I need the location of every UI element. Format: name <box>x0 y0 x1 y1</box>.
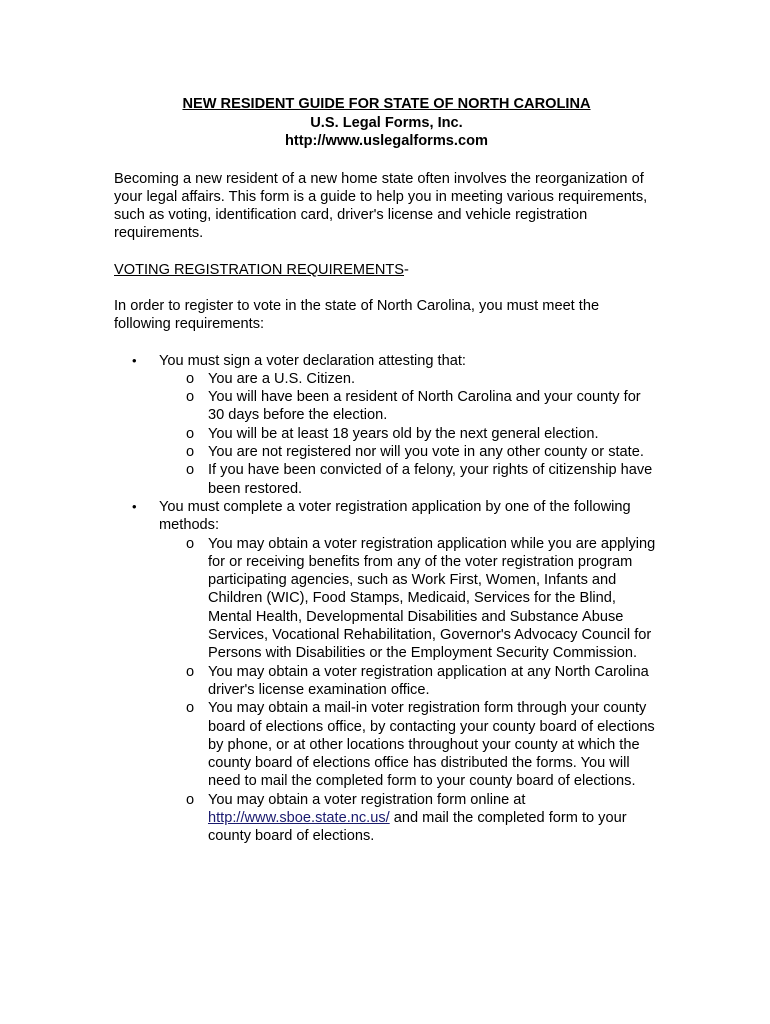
sub-list-item: o You may obtain a voter registration application at any North Carolina driver's license examination office. <box>186 663 649 698</box>
list-item-text: You must complete a voter registration application by one of the following methods: <box>159 498 631 534</box>
sub-list-item: o You may obtain a voter registration application while you are applying for or receiving benefits from any of the voter registration program participating agencies, such as Work First, Women, Infants and Children (WIC), Food Stamps, Medicaid, Services for the Blind, Mental Health, Developmental Disabilities and Substance Abuse Services, Vocational Rehabilitation, Governor's Advocacy Council for Persons with Disabilities or the Employment Security Commission. <box>186 535 656 662</box>
sub-list <box>159 370 659 498</box>
sub-bullet-icon: o <box>186 535 195 552</box>
section-heading-suffix: - <box>404 261 409 278</box>
bullet-icon: • <box>132 352 137 368</box>
company-name: U.S. Legal Forms, Inc. <box>310 114 463 131</box>
sub-list-item: o You are a U.S. Citizen. <box>186 370 356 387</box>
section-lead: In order to register to vote in the state of North Carolina, you must meet the following requirements: <box>114 297 600 333</box>
bullet-icon: • <box>132 498 137 514</box>
sub-bullet-icon: o <box>186 663 195 680</box>
requirements-list <box>114 352 659 846</box>
sboe-link[interactable]: http://www.sboe.state.nc.us/ <box>208 810 390 826</box>
list-item <box>114 352 659 498</box>
sub-bullet-icon: o <box>186 462 195 479</box>
sub-bullet-icon: o <box>186 425 195 442</box>
intro-paragraph: Becoming a new resident of a new home state often involves the reorganization of your legal affairs. This form is a guide to help you in meeting various requirements, such as voting, identification card, driver's license and vehicle registration requirements. <box>114 170 648 242</box>
sub-list <box>159 535 659 846</box>
sub-list-item: o You may obtain a voter registration form online at http://www.sboe.state.nc.us/ and mail the completed form to your county board of elections. <box>186 791 627 845</box>
sub-bullet-icon: o <box>186 700 195 717</box>
sub-bullet-icon: o <box>186 444 195 461</box>
document-header <box>114 95 659 151</box>
list-item <box>114 498 659 846</box>
sub-list-item: o You will be at least 18 years old by the next general election. <box>186 425 599 442</box>
sub-bullet-icon: o <box>186 389 195 406</box>
sub-list-item: o You will have been a resident of North Carolina and your county for 30 days before the election. <box>186 389 641 424</box>
sub-list-item: o You may obtain a mail-in voter registration form through your county board of elections office, by contacting your county board of elections by phone, or at other locations throughout your county at which the county board of elections office has distributed the forms. You will need to mail the completed form to your county board of elections. <box>186 700 655 790</box>
company-url: http://www.uslegalforms.com <box>285 133 488 149</box>
document-page <box>114 95 659 846</box>
sub-bullet-icon: o <box>186 370 195 387</box>
sub-bullet-icon: o <box>186 791 195 808</box>
list-item-text: You must sign a voter declaration attesting that: <box>159 352 466 369</box>
sub-list-item: o If you have been convicted of a felony, your rights of citizenship have been restored. <box>186 462 653 497</box>
section-heading <box>114 261 659 279</box>
section-heading-text: VOTING REGISTRATION REQUIREMENTS <box>114 261 405 278</box>
sub-list-item: o You are not registered nor will you vote in any other county or state. <box>186 444 644 461</box>
document-title: NEW RESIDENT GUIDE FOR STATE OF NORTH CAROLINA <box>182 96 591 112</box>
